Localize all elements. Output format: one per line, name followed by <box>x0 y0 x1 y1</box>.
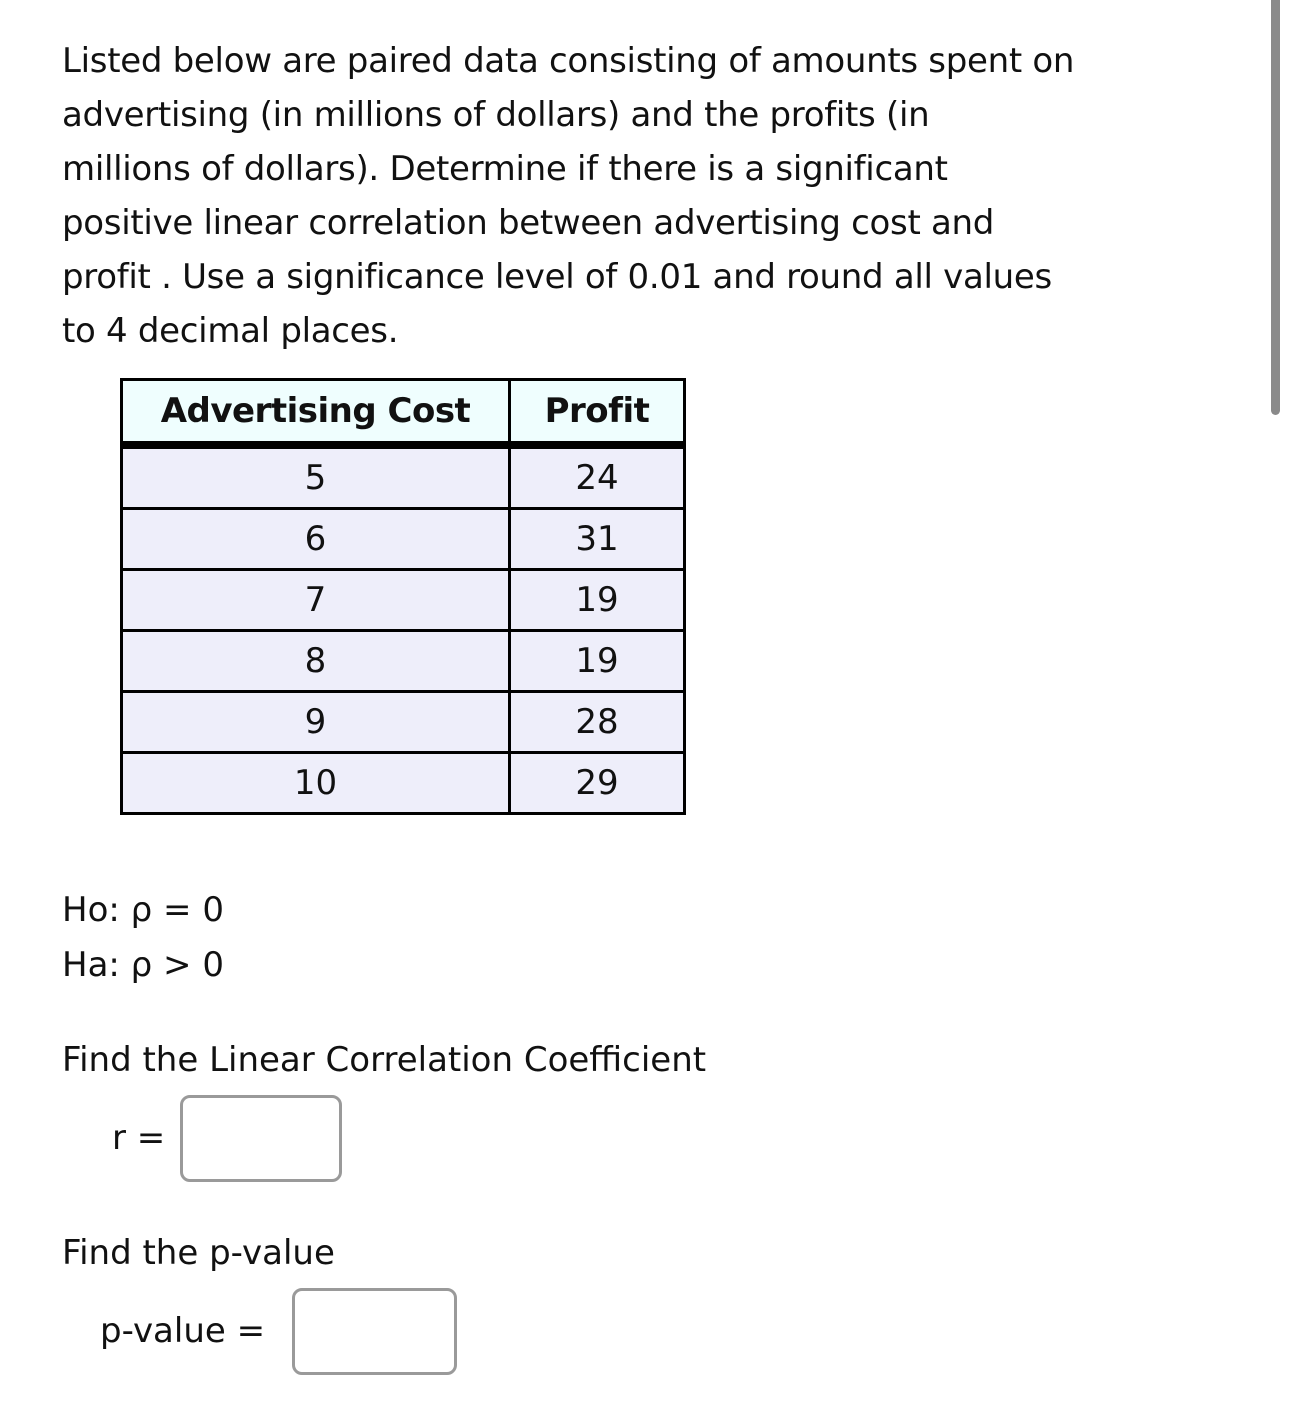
question-line: Listed below are paired data consisting of amounts spent on <box>62 41 1075 81</box>
cell-profit: 24 <box>510 445 685 509</box>
cell-cost: 8 <box>122 631 510 692</box>
table-row <box>122 445 685 509</box>
p-value-input[interactable] <box>292 1288 457 1375</box>
table-header-row <box>122 380 685 446</box>
table-row <box>122 692 685 753</box>
question-line: positive linear correlation between advertising cost and <box>62 203 995 243</box>
cell-cost: 7 <box>122 570 510 631</box>
data-table <box>120 378 686 815</box>
question-line: advertising (in millions of dollars) and the profits (in <box>62 95 930 135</box>
table-row <box>122 570 685 631</box>
cell-profit: 19 <box>510 631 685 692</box>
p-value-heading: Find the p-value <box>62 1233 335 1273</box>
cell-cost: 5 <box>122 445 510 509</box>
question-line: to 4 decimal places. <box>62 311 399 351</box>
cell-profit: 31 <box>510 509 685 570</box>
cell-profit: 19 <box>510 570 685 631</box>
r-heading: Find the Linear Correlation Coefficient <box>62 1040 707 1080</box>
question-text <box>62 34 1074 358</box>
header-profit: Profit <box>510 380 685 446</box>
table-row <box>122 753 685 814</box>
null-hypothesis: Ho: ρ = 0 <box>62 890 224 930</box>
cell-cost: 9 <box>122 692 510 753</box>
alternative-hypothesis: Ha: ρ > 0 <box>62 945 224 985</box>
p-value-label: p-value = <box>100 1311 266 1351</box>
table-row <box>122 631 685 692</box>
question-line: profit . Use a significance level of 0.01 and round all values <box>62 257 1052 297</box>
cell-cost: 6 <box>122 509 510 570</box>
scrollbar[interactable] <box>1271 0 1280 415</box>
cell-profit: 29 <box>510 753 685 814</box>
table-row <box>122 509 685 570</box>
r-label: r = <box>112 1118 166 1158</box>
question-line: millions of dollars). Determine if there is a significant <box>62 149 948 189</box>
cell-cost: 10 <box>122 753 510 814</box>
r-input[interactable] <box>180 1095 342 1182</box>
header-advertising-cost: Advertising Cost <box>122 380 510 446</box>
cell-profit: 28 <box>510 692 685 753</box>
